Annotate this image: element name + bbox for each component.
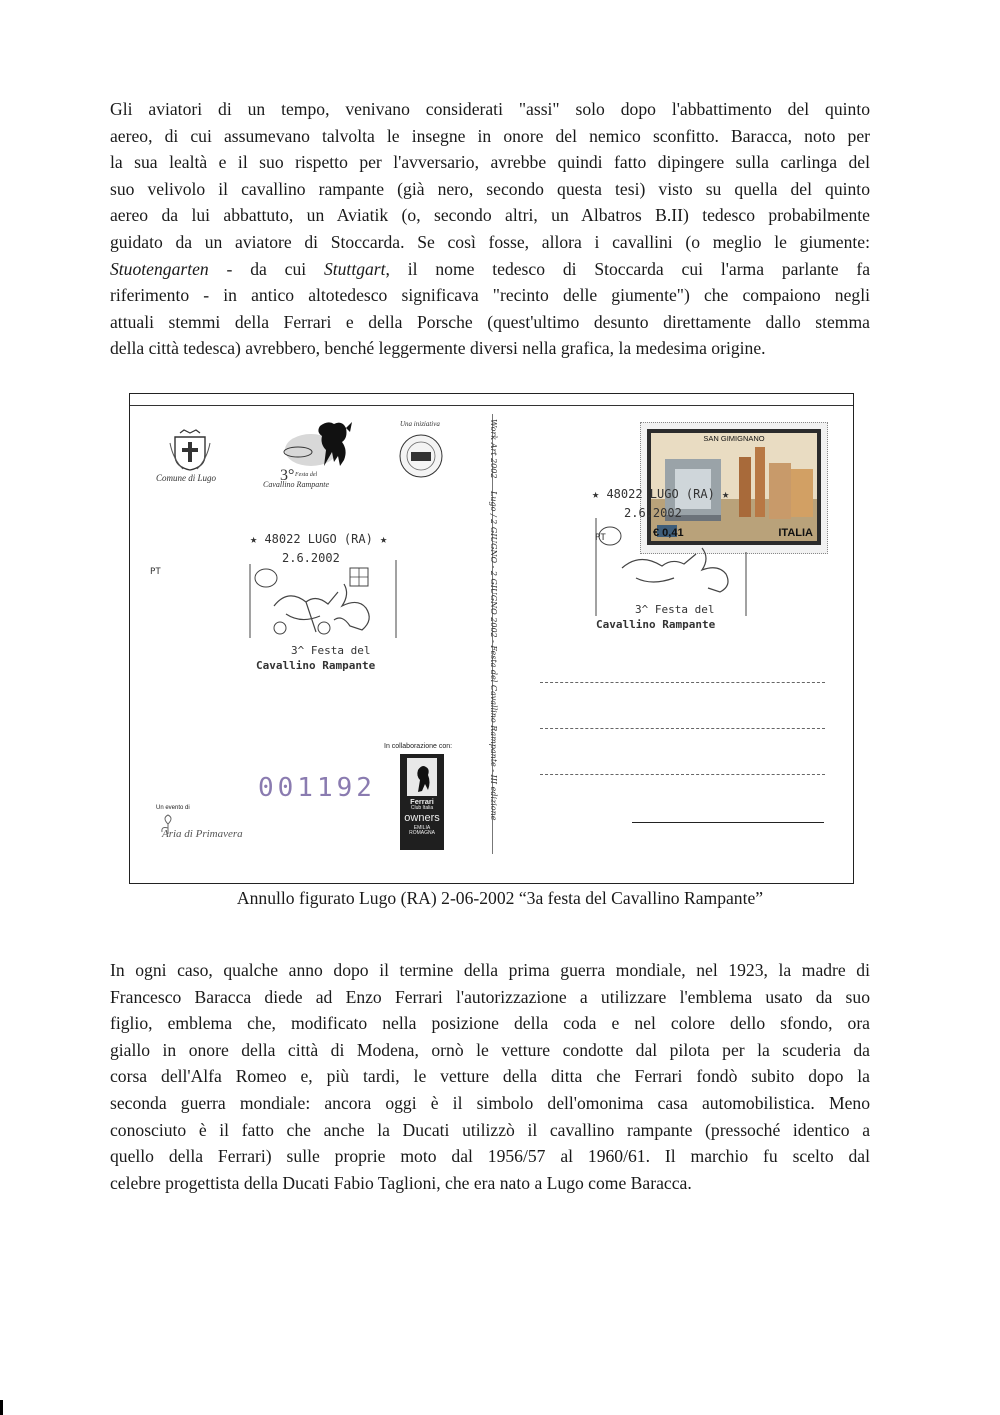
festa-label: Festa del [295, 472, 318, 478]
iniziativa-label: Una iniziativa [400, 420, 440, 428]
text-line: giallo in onore della città di Modena, ornò le vetture condotte dal pilota per la scuderia da [110, 1039, 870, 1060]
text-line: celebre progettista della Ducati Fabio Taglioni, che era nato a Lugo come Baracca. [110, 1172, 692, 1193]
ferrari-shield [407, 758, 437, 796]
aria-logo-text: Aria di Primavera [162, 828, 243, 840]
text-line: corsa dell'Alfa Romeo e, più tardi, le vetture della ditta che Ferrari fondò subito dopo la [110, 1066, 870, 1087]
stamp-postmark-date: 2.6.2002 [624, 506, 682, 520]
ferrari-badge [400, 754, 444, 850]
round-logo-icon [396, 432, 446, 480]
festa-ordinal: 3° [280, 467, 295, 484]
text-line: aereo da lui abbattuto, un Aviatik (o, secondo altri, un Albatros B.II) tedesco probabilmente [110, 205, 870, 226]
coat-of-arms-icon [167, 429, 213, 471]
postmark-pt: PT [150, 567, 161, 577]
postmark-date: 2.6.2002 [282, 551, 340, 565]
evento-label: Un evento di [156, 805, 190, 811]
italic-term: Stuttgart [323, 258, 386, 279]
scan-mark [0, 1400, 3, 1415]
badge-line: Ferrari [410, 797, 434, 806]
badge-line: ROMAGNA [409, 829, 435, 836]
paragraph-1 [110, 96, 870, 362]
vertical-text-area [484, 419, 502, 849]
stamp-postmark-pt: PT [595, 533, 606, 543]
text-line: suo velivolo il cavallino rampante (già nero, secondo questa tesi) visto su quella del quinto [110, 178, 870, 199]
text-line: figlio, emblema che, modificato nella posizione della coda e nel colore dello sfondo, ora [110, 1013, 870, 1034]
stamp-value: € 0,41 [653, 527, 684, 539]
stamp-country: ITALIA [778, 527, 813, 539]
text-line [110, 256, 870, 283]
text-line: conosciuto è il fatto che anche la Ducati utilizzò il cavallino rampante (pressoché identico a [110, 1119, 870, 1140]
serial-number: 001192 [258, 773, 376, 803]
text-line: In ogni caso, qualche anno dopo il termine della prima guerra mondiale, nel 1923, la madre di [110, 960, 870, 980]
text-line: riferimento - in antico altotedesco significava "recinto delle giumente") che compaiono negli [110, 285, 870, 306]
figure-caption: Annullo figurato Lugo (RA) 2-06-2002 “3a festa del Cavallino Rampante” [236, 888, 764, 908]
postmark-festa: 3^ Festa del [291, 644, 371, 657]
postmark-cavallino: Cavallino Rampante [256, 659, 376, 672]
stamp-title: SAN GIMIGNANO [703, 434, 765, 443]
prancing-horse-icon [407, 758, 437, 796]
stamp-postmark-top: ★ 48022 LUGO (RA) ★ [592, 487, 730, 501]
vertical-text: Lugo / 2 GIUGNO - 2 GIUGNO 2002 - Festa del Cavallino Rampante - III edizione [489, 491, 498, 821]
text-fragment: , il nome tedesco di Stoccarda cui l'arma parlante fa [385, 258, 870, 279]
card-top-rule [130, 405, 853, 406]
text-line: attuali stemmi della Ferrari e della Porsche (quest'ultimo desunto direttamente dallo stemma [110, 311, 870, 332]
text-fragment: - da cui [208, 258, 324, 279]
comune-label: Comune di Lugo [156, 473, 217, 483]
badge-line: Club Italia [410, 804, 434, 811]
text-line: seconda guerra mondiale: ancora oggi è il simbolo dell'omonima casa automobilistica. Meno [110, 1092, 870, 1113]
text-line: Gli aviatori di un tempo, venivano considerati "assi" solo dopo l'abbattimento del quinto [110, 99, 870, 119]
address-line [540, 682, 825, 683]
address-line [540, 774, 825, 775]
stamp-postmark-cavallino: Cavallino Rampante [596, 618, 716, 631]
postmark-top: ★ 48022 LUGO (RA) ★ [250, 532, 388, 546]
cavallino-logo-text: Cavallino Rampante [263, 480, 329, 489]
text-line: Francesco Baracca diede ad Enzo Ferrari l'autorizzazione a utilizzare l'emblema usato da suo [110, 986, 870, 1007]
badge-line: EMILIA [413, 824, 431, 831]
address-line [540, 728, 825, 729]
text-line: quello della Ferrari) sulle proprie moto dal 1956/57 al 1960/61. Il marchio fu scelto dal [110, 1146, 870, 1167]
vertical-print-label: Work Art 2002 [489, 419, 498, 479]
paragraph-2 [110, 957, 870, 1196]
collaborazione-label: In collaborazione con: [384, 743, 453, 750]
text-line: guidato da un aviatore di Stoccarda. Se così fosse, allora i cavallini (o meglio le giumente: [110, 231, 870, 252]
italic-term: Stuotengarten [110, 258, 209, 279]
stamp-postmark-festa: 3^ Festa del [635, 603, 715, 616]
text-line: aereo, di cui assumevano talvolta le insegne in onore del nemico sconfitto. Baracca, noto per [110, 125, 870, 146]
badge-line: owners [404, 811, 440, 824]
text-line: la sua lealtà e il suo rispetto per l'avversario, avrebbe quindi fatto dipingere sulla carlinga del [110, 152, 870, 173]
postcard-image [129, 393, 854, 884]
text-line: della città tedesca) avrebbero, benché leggermente diversi nella grafica, la medesima origine. [110, 338, 766, 359]
address-line-solid [632, 822, 824, 823]
